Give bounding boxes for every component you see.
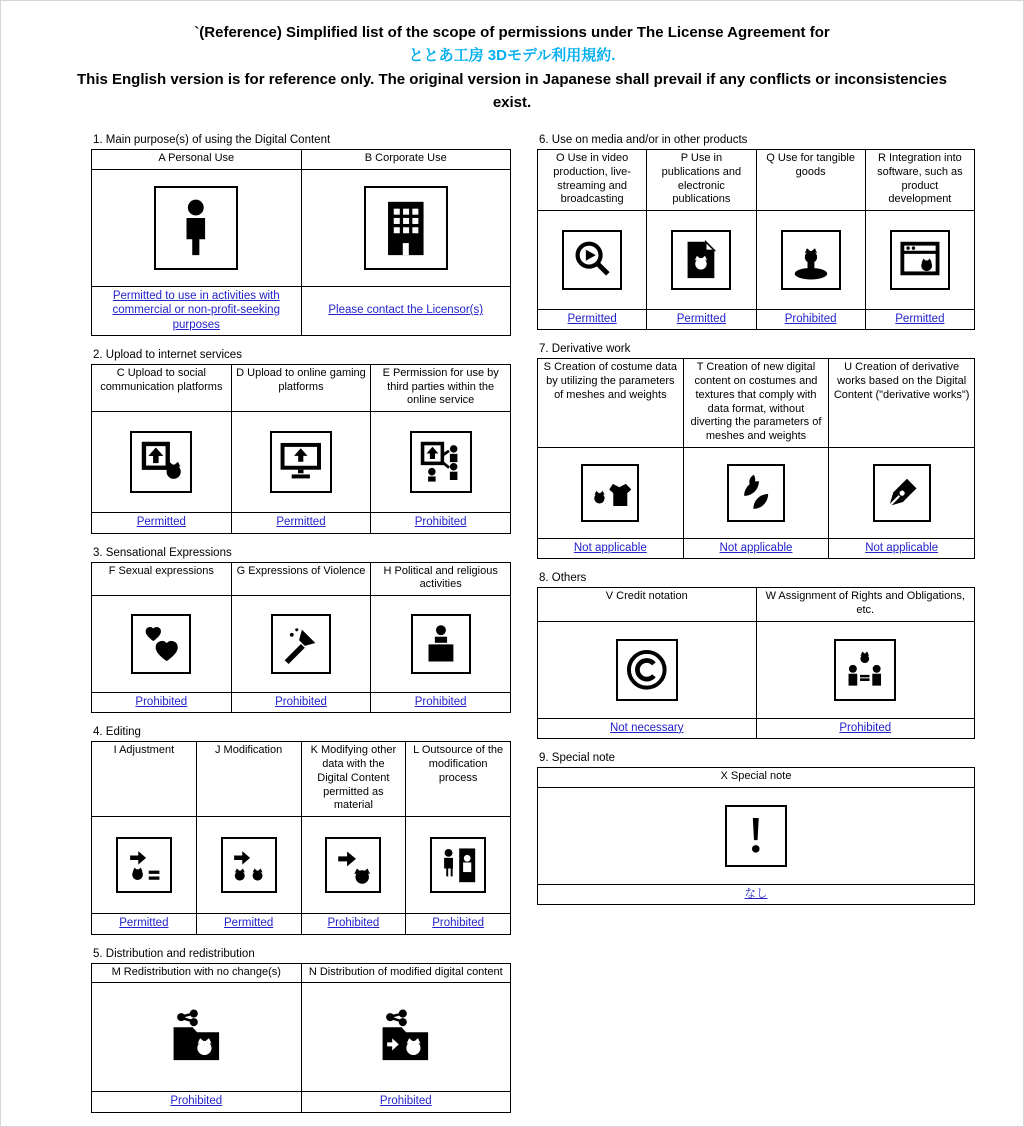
section-title: 3. Sensational Expressions — [93, 546, 232, 559]
status-cell — [406, 914, 511, 934]
texture-leaves-icon — [727, 464, 785, 522]
section-title: 9. Special note — [539, 752, 616, 765]
cell-label: I Adjustment — [92, 742, 197, 817]
status-cell — [371, 513, 511, 533]
permissions-table — [91, 364, 511, 534]
icon-cell — [647, 211, 756, 310]
status-link[interactable]: Permitted — [895, 313, 945, 325]
status-link[interactable]: Not applicable — [719, 541, 793, 554]
status-cell — [92, 693, 232, 713]
permissions-table — [537, 587, 975, 739]
game-upload-icon — [270, 431, 332, 493]
folder-share-icon — [159, 1000, 233, 1074]
building-icon — [364, 186, 448, 270]
permissions-table — [91, 149, 511, 336]
cell-label: J Modification — [196, 742, 301, 817]
status-link[interactable]: Prohibited — [784, 313, 837, 325]
icon-cell — [196, 817, 301, 914]
cell-label: H Political and religious activities — [371, 562, 511, 596]
status-link[interactable]: Not necessary — [609, 721, 684, 734]
status-cell — [865, 310, 974, 330]
status-link[interactable]: Prohibited — [170, 1095, 223, 1108]
cell-label: E Permission for use by third parties within the online service — [371, 364, 511, 411]
section-2 — [91, 349, 511, 534]
cell-label: K Modifying other data with the Digital Content permitted as material — [301, 742, 406, 817]
section-1 — [91, 134, 511, 336]
status-cell — [196, 914, 301, 934]
copyright-icon — [616, 639, 678, 701]
status-link[interactable]: Not applicable — [865, 541, 939, 554]
icon-cell — [538, 621, 757, 718]
status-link[interactable]: Prohibited — [839, 721, 892, 734]
section-title: 4. Editing — [93, 726, 141, 739]
adjustment-arrow-icon — [116, 837, 172, 893]
icon-cell — [756, 621, 975, 718]
cell-label: O Use in video production, live-streaming and broadcasting — [538, 150, 647, 211]
content-columns — [91, 132, 981, 1126]
status-link[interactable]: Not applicable — [573, 541, 647, 554]
icon-cell — [92, 169, 302, 286]
icon-cell — [301, 817, 406, 914]
icon-cell — [231, 596, 371, 693]
cell-label: M Redistribution with no change(s) — [92, 963, 302, 983]
section-6 — [537, 134, 975, 330]
section-7 — [537, 343, 975, 559]
status-link[interactable]: Permitted — [136, 516, 186, 529]
status-link[interactable]: Prohibited — [414, 516, 467, 529]
material-cat-icon — [325, 837, 381, 893]
title-line-disclaimer: This English version is for reference only. The original version in Japanese shall prevail if any conflicts or inconsistencies exist. — [77, 70, 947, 111]
status-cell — [756, 718, 975, 738]
status-cell — [538, 538, 684, 558]
status-cell — [829, 538, 975, 558]
permissions-table — [537, 358, 975, 559]
knife-icon — [271, 614, 331, 674]
status-cell — [756, 310, 865, 330]
cell-label: T Creation of new digital content on costumes and textures that comply with data format, without diverting the parameters of meshes and weights — [683, 359, 829, 448]
status-link[interactable]: なし — [744, 887, 768, 900]
status-link[interactable]: Prohibited — [275, 696, 327, 708]
icon-cell — [92, 817, 197, 914]
icon-cell — [92, 983, 302, 1092]
status-link[interactable]: Permitted to use in activities with commercial or non-profit-seeking purposes — [112, 289, 280, 331]
status-cell — [92, 914, 197, 934]
publication-document-icon — [671, 230, 731, 290]
section-8 — [537, 572, 975, 739]
status-link[interactable]: Permitted — [276, 516, 326, 529]
status-cell — [538, 718, 757, 738]
cell-label: A Personal Use — [92, 150, 302, 170]
icon-cell — [829, 447, 975, 538]
section-title: 6. Use on media and/or in other products — [539, 134, 748, 146]
status-link[interactable]: Prohibited — [432, 917, 485, 930]
title-line-1: `(Reference) Simplified list of the scope of permissions under The License Agreement for — [194, 24, 830, 41]
status-cell — [538, 310, 647, 330]
cell-label: F Sexual expressions — [92, 562, 232, 596]
left-column — [91, 132, 511, 1126]
permissions-table — [537, 767, 975, 905]
outsource-figures-icon — [430, 837, 486, 893]
cell-label: R Integration into software, such as product development — [865, 150, 974, 211]
icon-cell — [371, 412, 511, 513]
icon-cell — [92, 412, 232, 513]
icon-cell — [406, 817, 511, 914]
cell-label: Q Use for tangible goods — [756, 150, 865, 211]
video-magnifier-icon — [562, 230, 622, 290]
status-link[interactable]: Please contact the Licensor(s) — [328, 304, 484, 317]
cell-label: P Use in publications and electronic publications — [647, 150, 756, 211]
icon-cell — [756, 211, 865, 310]
permissions-table — [537, 149, 975, 330]
status-link[interactable]: Permitted — [567, 313, 617, 325]
section-3 — [91, 547, 511, 714]
status-cell — [301, 914, 406, 934]
cell-label: S Creation of costume data by utilizing the parameters of meshes and weights — [538, 359, 684, 448]
page-header — [1, 1, 1023, 114]
status-link[interactable]: Permitted — [119, 917, 169, 930]
permissions-table — [91, 562, 511, 714]
figurine-icon — [781, 230, 841, 290]
cell-label: U Creation of derivative works based on the Digital Content ("derivative works") — [829, 359, 975, 448]
icon-cell — [538, 787, 975, 884]
cell-label: N Distribution of modified digital content — [301, 963, 511, 983]
section-title: 7. Derivative work — [539, 343, 631, 356]
modification-figures-icon — [221, 837, 277, 893]
permissions-table — [91, 741, 511, 934]
status-cell — [92, 1092, 302, 1112]
section-4 — [91, 726, 511, 934]
status-cell — [92, 513, 232, 533]
section-9 — [537, 752, 975, 905]
status-cell — [683, 538, 829, 558]
status-cell — [301, 286, 511, 335]
cell-label: G Expressions of Violence — [231, 562, 371, 596]
icon-cell — [231, 412, 371, 513]
cell-label: L Outsource of the modification process — [406, 742, 511, 817]
status-cell — [647, 310, 756, 330]
pen-icon — [873, 464, 931, 522]
right-column — [537, 132, 975, 918]
status-cell — [371, 693, 511, 713]
status-cell — [538, 884, 975, 904]
section-title: 5. Distribution and redistribution — [93, 947, 255, 960]
social-upload-icon — [130, 431, 192, 493]
status-link[interactable]: Prohibited — [379, 1095, 432, 1108]
icon-cell — [538, 211, 647, 310]
third-party-share-icon — [410, 431, 472, 493]
status-cell — [301, 1092, 511, 1112]
costume-cat-icon — [581, 464, 639, 522]
title-line-japanese: ととあ工房 3Dモデル利用規約. — [408, 47, 616, 65]
cell-label: V Credit notation — [538, 588, 757, 622]
cell-label: C Upload to social communication platforms — [92, 364, 232, 411]
icon-cell — [301, 983, 511, 1092]
exclamation-icon — [725, 805, 787, 867]
podium-speech-icon — [411, 614, 471, 674]
icon-cell — [301, 169, 511, 286]
status-link[interactable]: Permitted — [224, 917, 274, 930]
status-link[interactable]: Prohibited — [414, 696, 467, 708]
icon-cell — [371, 596, 511, 693]
software-window-icon — [890, 230, 950, 290]
section-5 — [91, 948, 511, 1113]
status-cell — [231, 693, 371, 713]
status-cell — [231, 513, 371, 533]
icon-cell — [865, 211, 974, 310]
permissions-table — [91, 963, 511, 1113]
hearts-icon — [131, 614, 191, 674]
section-title: 1. Main purpose(s) of using the Digital Content — [93, 134, 331, 146]
folder-modified-share-icon — [369, 1000, 443, 1074]
status-cell — [92, 286, 302, 335]
person-icon — [154, 186, 238, 270]
icon-cell — [683, 447, 829, 538]
status-link[interactable]: Permitted — [676, 313, 726, 325]
cell-label: X Special note — [538, 768, 975, 788]
cell-label: B Corporate Use — [301, 150, 511, 170]
status-link[interactable]: Prohibited — [327, 917, 380, 930]
cell-label: D Upload to online gaming platforms — [231, 364, 371, 411]
section-title: 2. Upload to internet services — [93, 348, 242, 361]
icon-cell — [92, 596, 232, 693]
rights-transfer-icon — [834, 639, 896, 701]
status-link[interactable]: Prohibited — [135, 696, 188, 708]
section-title: 8. Others — [539, 572, 587, 585]
icon-cell — [538, 447, 684, 538]
cell-label: W Assignment of Rights and Obligations, etc. — [756, 588, 975, 622]
